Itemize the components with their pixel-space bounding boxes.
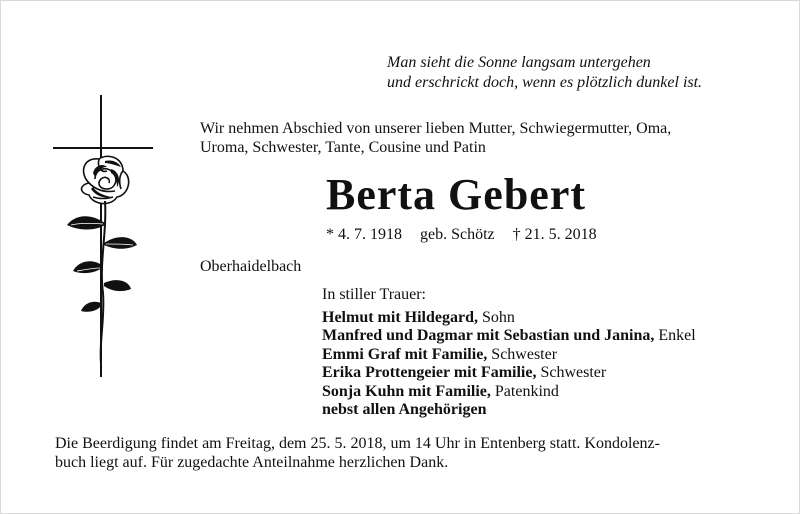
mourner-entry [322, 327, 782, 346]
hometown: Oberhaidelbach [200, 258, 302, 275]
mourner-name: Manfred und Dagmar mit Sebastian und Janina, [322, 327, 655, 344]
mourner-name: Erika Prottengeier mit Familie, [322, 364, 537, 381]
farewell-intro [200, 119, 780, 157]
mourner-name: nebst allen Angehörigen [322, 401, 487, 418]
mourner-entry [322, 383, 782, 402]
funeral-line-2: buch liegt auf. Für zugedachte Anteilnahme herzlichen Dank. [55, 454, 449, 471]
quote-line-2: und erschrickt doch, wenn es plötzlich dunkel ist. [387, 74, 703, 91]
mourner-name: Emmi Graf mit Familie, [322, 345, 488, 363]
death-date: † 21. 5. 2018 [512, 226, 597, 243]
mourners-list [322, 286, 782, 420]
quote-line-1: Man sieht die Sonne langsam untergehen [387, 54, 651, 71]
mourners-heading: In stiller Trauer: [322, 286, 426, 303]
memorial-quote [387, 53, 787, 93]
birth-date: * 4. 7. 1918 [326, 226, 402, 243]
maiden-name: geb. Schötz [420, 226, 495, 243]
life-dates [326, 225, 597, 245]
mourner-entry [322, 364, 782, 383]
deceased-name: Berta Gebert [326, 170, 586, 219]
mourner-relation: Schwester [487, 345, 558, 363]
mourner-entry [322, 309, 782, 328]
mourner-relation: Patenkind [490, 382, 559, 400]
intro-line-2: Uroma, Schwester, Tante, Cousine und Patin [200, 139, 486, 156]
mourner-relation: Schwester [536, 364, 607, 381]
mourner-entry [322, 346, 782, 365]
mourner-relation: Sohn [477, 308, 515, 326]
funeral-line-1: Die Beerdigung findet am Freitag, dem 25. 5. 2018, um 14 Uhr in Entenberg statt. Kondolenz- [55, 435, 660, 452]
mourner-relation: Enkel [654, 327, 696, 344]
cross-with-rose-icon [49, 93, 159, 383]
funeral-details [55, 434, 775, 472]
mourner-name: Helmut mit Hildegard, [322, 308, 478, 326]
intro-line-1: Wir nehmen Abschied von unserer lieben Mutter, Schwiegermutter, Oma, [200, 120, 672, 137]
mourner-entry [322, 401, 782, 420]
mourner-name: Sonja Kuhn mit Familie, [322, 382, 491, 400]
